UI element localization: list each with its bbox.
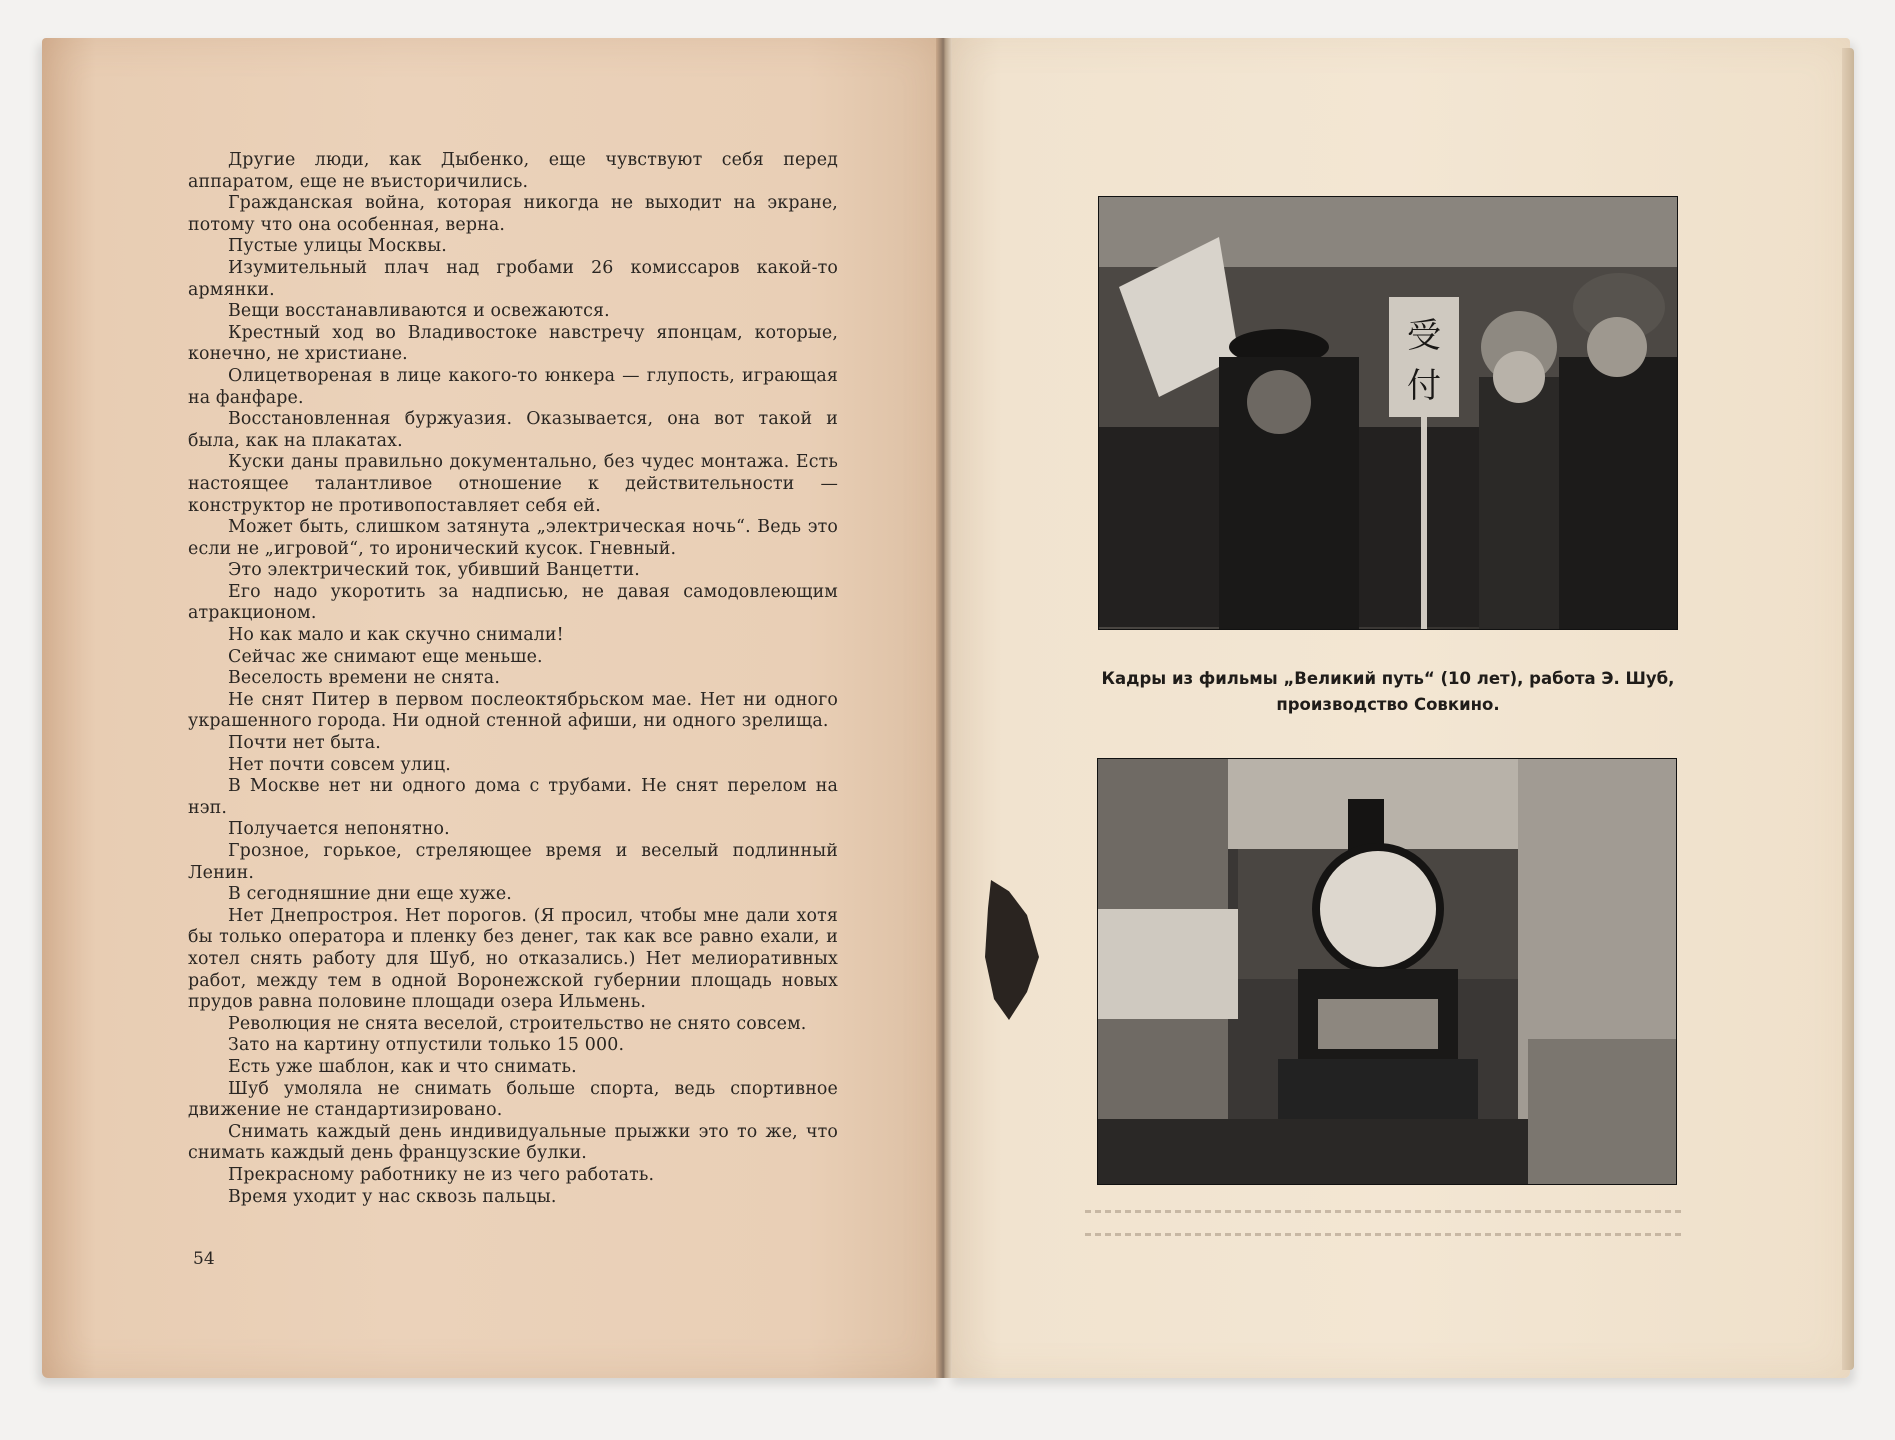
paragraph: Время уходит у нас сквозь пальцы. (228, 1186, 557, 1207)
sign-glyph-2: 付 (1407, 366, 1441, 406)
paragraph: Куски даны правильно документально, без чудес монтажа. Есть настоящее талантливое отношение к действительности — конструктор не противопоставляет себя ей. (188, 452, 838, 516)
paragraph: Шуб умоляла не снимать больше спорта, ведь спортивное движение не стандартизировано. (188, 1078, 838, 1121)
paragraph: Революция не снята веселой, строительство не снято совсем. (228, 1013, 807, 1034)
paragraph: Может быть, слишком затянута „электрическая ночь“. Ведь это если не „игровой“, то иронический кусок. Гневный. (188, 517, 838, 559)
paragraph: Это электрический ток, убивший Ванцетти. (228, 560, 640, 581)
paragraph: Прекрасному работнику не из чего работать. (228, 1164, 655, 1185)
paragraph: Другие люди, как Дыбенко, еще чувствуют себя перед аппаратом, еще не въисторичились. (188, 150, 838, 192)
caption-line-1: Кадры из фильмы „Великий путь“ (10 лет), работа Э. Шуб, (1101, 669, 1675, 688)
film-still-locomotive-photo (1097, 758, 1677, 1185)
paragraph: Но как мало и как скучно снимали! (228, 625, 564, 646)
caption-line-2: производство Совкино. (1276, 695, 1500, 714)
paragraph: Почти нет быта. (228, 733, 381, 754)
page-edge (1842, 48, 1854, 1370)
paragraph: Его надо укоротить за надписью, не давая самодовлеющим атракционом. (188, 581, 838, 624)
paragraph: Олицетвореная в лице какого-то юнкера — глупость, играющая на фанфаре. (188, 365, 838, 408)
left-page-text (188, 150, 838, 1208)
page-number: 54 (193, 1249, 215, 1269)
paragraph: Крестный ход во Владивостоке навстречу японцам, которые, конечно, не христиане. (188, 322, 838, 365)
paragraph: Веселость времени не снята. (228, 668, 500, 689)
paragraph: Зато на картину отпустили только 15 000. (228, 1035, 625, 1056)
sign-glyph-1: 受 (1407, 316, 1441, 356)
film-still-station-photo (1098, 196, 1678, 630)
paragraph: Получается непонятно. (228, 819, 450, 840)
paragraph: Снимать каждый день индивидуальные прыжки это то же, что снимать каждый день французские булки. (188, 1121, 838, 1164)
faint-bleed-line (1085, 1210, 1685, 1213)
paragraph: Сейчас же снимают еще меньше. (228, 646, 543, 667)
paragraph: Нет Днепростроя. Нет порогов. (Я просил, чтобы мне дали хотя бы только оператора и пленку без денег, так как все равно ехали, и хотел снять работу для Шуб, но отказались.) Нет мелиоративных работ, между тем в одной Воронежской губернии площадь новых прудов равна половине площади озера Ильмень. (188, 905, 838, 1013)
paragraph: Есть уже шаблон, как и что снимать. (228, 1056, 577, 1077)
paragraph: Вещи восстанавливаются и освежаются. (228, 301, 610, 322)
paragraph: Изумительный плач над гробами 26 комиссаров какой-то армянки. (188, 257, 838, 300)
paragraph: В сегодняшние дни еще хуже. (228, 884, 512, 905)
photo-caption (1088, 666, 1688, 718)
paragraph: Восстановленная буржуазия. Оказывается, она вот такой и была, как на плакатах. (188, 409, 838, 451)
paragraph: В Москве нет ни одного дома с трубами. Не снят перелом на нэп. (188, 776, 838, 818)
paragraph: Грозное, горькое, стреляющее время и веселый подлинный Ленин. (188, 841, 838, 883)
paragraph: Пустые улицы Москвы. (228, 236, 447, 257)
paragraph: Не снят Питер в первом послеоктябрьском мае. Нет ни одного украшенного города. Ни одной стенной афиши, ни одного зрелища. (188, 689, 838, 732)
book-gutter (936, 38, 952, 1378)
faint-bleed-line (1085, 1233, 1685, 1236)
paragraph: Гражданская война, которая никогда не выходит на экране, потому что она особенная, верна. (188, 193, 838, 235)
paragraph: Нет почти совсем улиц. (228, 754, 451, 775)
